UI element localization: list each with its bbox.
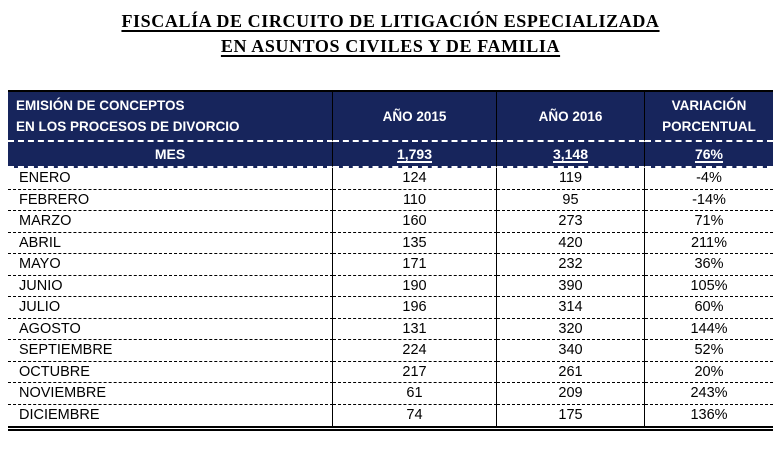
header-concepts-cell	[8, 92, 333, 142]
year-2016-cell: 232	[497, 254, 645, 276]
totals-label-cell: MES	[8, 142, 333, 168]
year-2015-cell: 217	[333, 362, 497, 384]
month-cell: MARZO	[8, 211, 333, 233]
month-cell: JULIO	[8, 297, 333, 319]
table-row	[8, 168, 773, 190]
table-row	[8, 319, 773, 341]
year-2015-cell: 135	[333, 233, 497, 255]
variation-cell: 211%	[645, 233, 773, 255]
header-concepts-line2: EN LOS PROCESOS DE DIVORCIO	[16, 119, 240, 134]
report-title-line2: EN ASUNTOS CIVILES Y DE FAMILIA	[220, 36, 561, 56]
variation-cell: 243%	[645, 383, 773, 405]
month-cell: MAYO	[8, 254, 333, 276]
variation-cell: -14%	[645, 190, 773, 212]
table-row	[8, 405, 773, 427]
year-2015-cell: 160	[333, 211, 497, 233]
year-2016-cell: 95	[497, 190, 645, 212]
month-cell: ABRIL	[8, 233, 333, 255]
report-title-line1: FISCALÍA DE CIRCUITO DE LITIGACIÓN ESPECIALIZADA	[121, 11, 660, 31]
divorce-concepts-table	[8, 90, 773, 431]
variation-cell: 144%	[645, 319, 773, 341]
table-row	[8, 340, 773, 362]
year-2016-cell: 119	[497, 168, 645, 190]
header-year-2015-cell: AÑO 2015	[333, 92, 497, 142]
year-2016-cell: 390	[497, 276, 645, 298]
totals-2016-cell: 3,148	[497, 142, 645, 168]
year-2015-cell: 74	[333, 405, 497, 427]
header-variation-line1: VARIACIÓN	[671, 98, 747, 113]
year-2015-cell: 224	[333, 340, 497, 362]
totals-variation-cell: 76%	[645, 142, 773, 168]
month-cell: NOVIEMBRE	[8, 383, 333, 405]
table-row	[8, 190, 773, 212]
variation-cell: 52%	[645, 340, 773, 362]
table-row	[8, 297, 773, 319]
header-variation-cell	[645, 92, 773, 142]
header-concepts-line1: EMISIÓN DE CONCEPTOS	[16, 98, 185, 113]
totals-row	[8, 142, 773, 168]
table-row	[8, 383, 773, 405]
month-cell: FEBRERO	[8, 190, 333, 212]
year-2015-cell: 171	[333, 254, 497, 276]
variation-cell: 71%	[645, 211, 773, 233]
header-year-2016-cell: AÑO 2016	[497, 92, 645, 142]
year-2015-cell: 61	[333, 383, 497, 405]
table-header-row	[8, 92, 773, 142]
table-row	[8, 211, 773, 233]
month-cell: OCTUBRE	[8, 362, 333, 384]
year-2015-cell: 196	[333, 297, 497, 319]
month-cell: SEPTIEMBRE	[8, 340, 333, 362]
year-2016-cell: 261	[497, 362, 645, 384]
year-2016-cell: 320	[497, 319, 645, 341]
totals-2015-cell: 1,793	[333, 142, 497, 168]
year-2015-cell: 190	[333, 276, 497, 298]
variation-cell: 36%	[645, 254, 773, 276]
year-2016-cell: 340	[497, 340, 645, 362]
year-2016-cell: 314	[497, 297, 645, 319]
table-row	[8, 276, 773, 298]
year-2016-cell: 209	[497, 383, 645, 405]
variation-cell: 105%	[645, 276, 773, 298]
month-cell: ENERO	[8, 168, 333, 190]
year-2016-cell: 420	[497, 233, 645, 255]
header-variation-line2: PORCENTUAL	[662, 119, 756, 134]
table-row	[8, 233, 773, 255]
table-row	[8, 362, 773, 384]
variation-cell: 60%	[645, 297, 773, 319]
report-title	[0, 0, 781, 59]
variation-cell: 136%	[690, 407, 728, 424]
variation-cell: 20%	[645, 362, 773, 384]
year-2015-cell: 110	[333, 190, 497, 212]
year-2015-cell: 131	[333, 319, 497, 341]
year-2015-cell: 124	[333, 168, 497, 190]
month-cell: DICIEMBRE	[8, 405, 333, 427]
table-row	[8, 254, 773, 276]
month-cell: AGOSTO	[8, 319, 333, 341]
variation-cell: -4%	[645, 168, 773, 190]
year-2016-cell: 273	[497, 211, 645, 233]
month-cell: JUNIO	[8, 276, 333, 298]
year-2016-cell: 175	[497, 405, 645, 427]
